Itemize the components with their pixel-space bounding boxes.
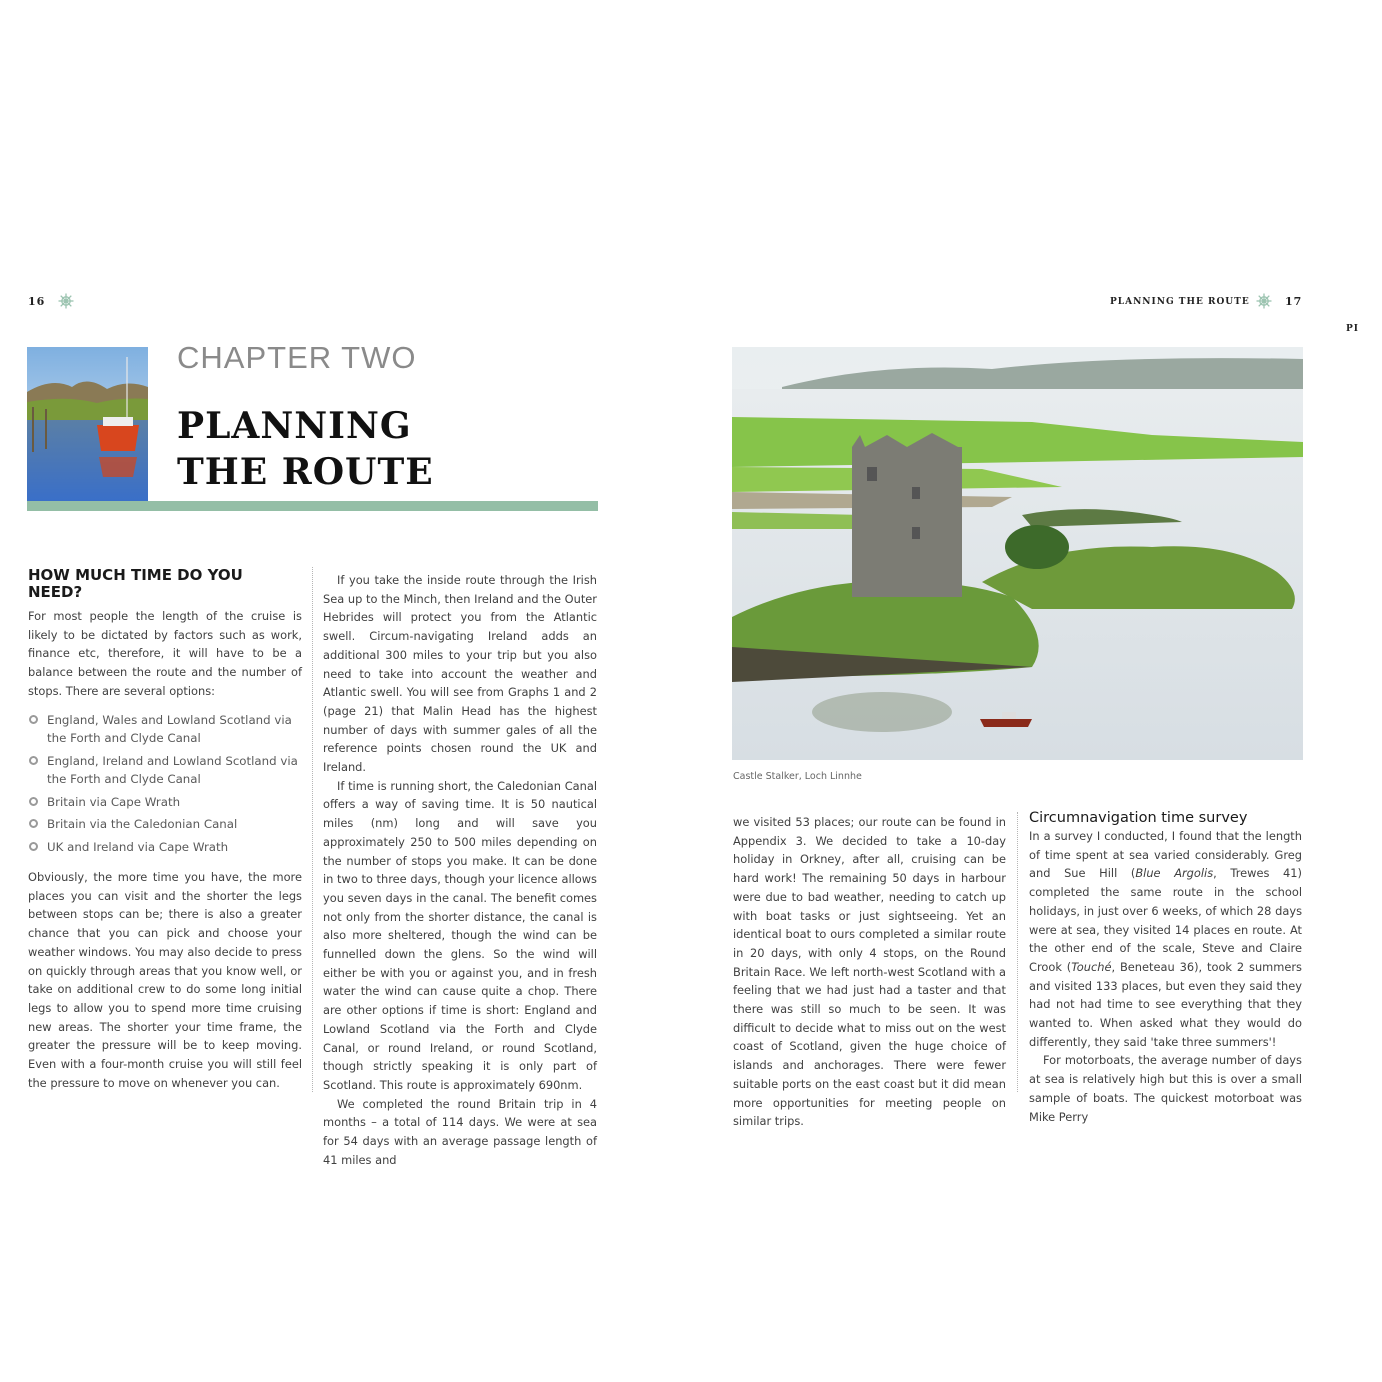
paragraph: we visited 53 places; our route can be found in Appendix 3. We decided to take a 10-day holiday in Orkney, after all, cruising can be hard work! The remaining 50 days in harbour were due to bad weather, needing to catch up with boat tasks or just sightseeing. Yet an identical boat to ours completed a similar route in 20 days, with only 4 stops, on the Round Britain Race. We left north-west Scotland with a feeling that we had just had a taster and that there was still so much to be seen. It was difficult to decide what to miss out on the west coast of Scotland, given the huge choice of islands and anchorages. There were fewer suitable ports on the east coast but it did mean more opportunities for meeting people on similar trips.: [733, 815, 1006, 1129]
list-item: Britain via the Caledonian Canal: [28, 815, 302, 834]
chapter-divider-bar: [27, 501, 598, 511]
bullet-icon: [29, 756, 38, 765]
section-heading: HOW MUCH TIME DO YOU NEED?: [28, 566, 243, 601]
boat-name: Blue Argolis: [1135, 866, 1214, 881]
paragraph: Obviously, the more time you have, the more places you can visit and the shorter the legs between stops can be; there is also a greater chance that you can pick and choose your weather windows. You may also decide to press on quickly through areas that you know well, or take on additional crew to do some long initial legs to allow you to spend more time cruising new areas. The shorter your time frame, the greater the pressure will be to keep moving. Even with a four-month cruise you will still feel the pressure to move on whenever you can.: [28, 870, 302, 1090]
page-number-right: 17: [1285, 295, 1303, 308]
running-head: PLANNING THE ROUTE: [1110, 297, 1250, 307]
paragraph: If you take the inside route through the Irish Sea up to the Minch, then Ireland and the Outer Hebrides will protect you from the Atlantic swell. Circum-navigating Ireland adds an additional 300 miles to your trip but you also need to take into account the weather and Atlantic swell. You will see from Graphs 1 and 2 (page 21) that Malin Head has the highest number of days with summer gales of all the reference points chosen round the UK and Ireland.: [323, 573, 597, 775]
list-item: England, Ireland and Lowland Scotland via the Forth and Clyde Canal: [28, 752, 302, 789]
list-item: England, Wales and Lowland Scotland via the Forth and Clyde Canal: [28, 711, 302, 748]
page-number-left: 16: [28, 295, 46, 308]
column-2: [323, 571, 597, 1170]
list-item: UK and Ireland via Cape Wrath: [28, 838, 302, 857]
paragraph: If time is running short, the Caledonian Canal offers a way of saving time. It is 50 nautical miles (nm) long and will save you approximately 250 to 500 miles depending on the number of stops you make. It can be done in two to three days, though your licence allows you seven days in the canal. The benefit comes not only from the shorter distance, the canal is also more sheltered, though the wind can be funnelled down the glens. So the wind will either be with you or against you, and in fresh water the wind can cause quite a chop. There are other options if time is short: England and Lowland Scotland via the Forth and Clyde Canal, or round Ireland, or round Scotland, though strictly speaking it is only part of Scotland. This route is approximately 690nm.: [323, 778, 597, 1092]
column-3: [733, 813, 1006, 1131]
bullet-icon: [29, 715, 38, 724]
survey-sidebar: [1029, 810, 1302, 1126]
bullet-icon: [29, 819, 38, 828]
intro-paragraph: For most people the length of the cruise is likely to be dictated by factors such as work, finance etc, therefore, it will have to be a balance between the route and the number of stops. There are several options:: [28, 609, 302, 698]
chapter-title-line-2: THE ROUTE: [177, 451, 434, 493]
chapter-title: [177, 403, 434, 495]
castle-stalker-photo: [732, 347, 1303, 760]
ships-wheel-icon: [1256, 293, 1272, 309]
bullet-icon: [29, 797, 38, 806]
column-divider: [1017, 812, 1018, 1092]
column-1: [28, 567, 302, 1092]
photo-caption: Castle Stalker, Loch Linnhe: [733, 771, 862, 782]
paragraph: We completed the round Britain trip in 4 months – a total of 114 days. We were at sea for 54 days with an average passage length of 41 miles and: [323, 1096, 597, 1167]
chapter-thumbnail-photo: [27, 347, 148, 501]
corner-mark: PI: [1346, 324, 1359, 334]
bullet-icon: [29, 842, 38, 851]
paragraph: In a survey I conducted, I found that the length of time spent at sea varied considerably. Greg and Sue Hill (Blue Argolis, Trewes 41) completed the same route in the school holidays, in just over 6 weeks, of which 28 days were at sea, they visited 14 places en route. At the other end of the scale, Steve and Claire Crook (Touché, Beneteau 36), took 2 summers and visited 133 places, but even they said they had not had time to see everything that they wanted to. When asked what they would do differently, they said 'take three summers'!: [1029, 829, 1302, 1049]
chapter-label: CHAPTER TWO: [177, 340, 417, 375]
boat-name: Touché: [1071, 959, 1112, 974]
paragraph: For motorboats, the average number of days at sea is relatively high but this is over a small sample of boats. The quickest motorboat was Mike Perry: [1029, 1053, 1302, 1124]
list-item: Britain via Cape Wrath: [28, 793, 302, 812]
route-options-list: [28, 711, 302, 857]
ships-wheel-icon: [58, 293, 74, 309]
sidebar-heading: Circumnavigation time survey: [1029, 810, 1248, 826]
chapter-title-line-1: PLANNING: [177, 405, 412, 447]
sidebar-body: [1029, 827, 1302, 1126]
column-divider: [312, 567, 313, 1092]
